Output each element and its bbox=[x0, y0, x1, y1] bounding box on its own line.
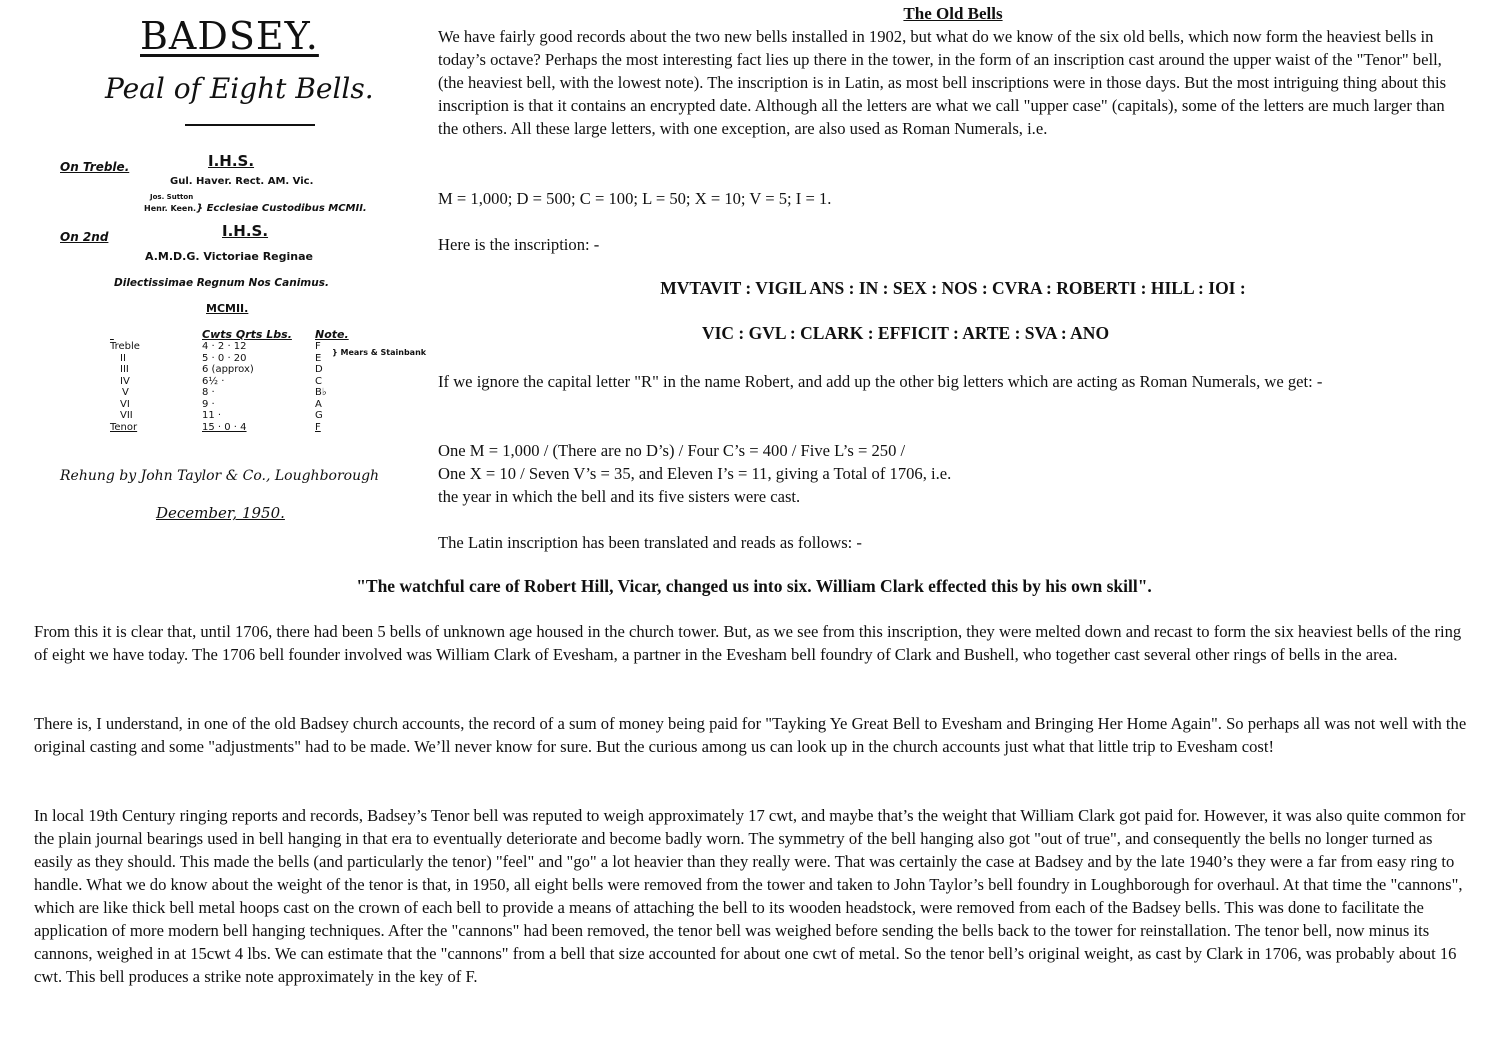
paragraph-1: From this it is clear that, until 1706, there had been 5 bells of unknown age housed in the church tower. But, as we see from this inscription, they were melted down and recast to form the six heaviest bells of the ring of eight we have today. The 1706 bell founder involved was William Clark of Evesham, a partner in the Evesham bell foundry of Clark and Bushell, who together cast several other rings of bells in the area. bbox=[34, 622, 1462, 664]
bell-weight: 9 · bbox=[202, 398, 215, 410]
rehung-note: Rehung by John Taylor & Co., Loughborough bbox=[60, 468, 380, 484]
bell-name: III bbox=[120, 364, 129, 375]
bell-note: B♭ bbox=[315, 387, 327, 398]
on-2nd-label: On 2nd bbox=[60, 230, 109, 244]
intro-paragraph: We have fairly good records about the two new bells installed in 1902, but what do we know of the six old bells, which now form the heaviest bells in today’s octave? Perhaps the most interesting fact lies up there in the tower, in the form of an inscription cast around the upper waist of the "Tenor" bell, (the heaviest bell, with the lowest note). The inscription is in Latin, as most bell inscriptions were in those days. But the most intriguing thing about this inscription is that it contains an encrypted date. Although all the letters are what we call "upper case" (capitals), some of the letters are much larger than the others. All these large letters, with one exception, are also used as Roman Numerals, i.e. bbox=[438, 27, 1447, 138]
treble-line-2a: Jos. Sutton bbox=[150, 193, 194, 201]
sum-line-1: One M = 1,000 / (There are no D’s) / Four C’s = 400 / Five L’s = 250 / bbox=[438, 441, 906, 460]
bell-name: V bbox=[122, 387, 129, 398]
treble-line-2c: } Ecclesiae Custodibus MCMII. bbox=[196, 203, 367, 214]
title-divider bbox=[185, 124, 315, 126]
bell-weight: 4 · 2 · 12 bbox=[202, 341, 247, 352]
bell-note: G bbox=[315, 410, 323, 421]
bell-note: D bbox=[315, 364, 323, 375]
bell-name: II bbox=[120, 352, 126, 364]
bell-weight: 5 · 0 · 20 bbox=[202, 352, 247, 364]
treble-ihs: I.H.S. bbox=[208, 152, 255, 170]
bell-weight: 11 · bbox=[202, 410, 222, 421]
ignore-paragraph: If we ignore the capital letter "R" in the name Robert, and add up the other big letters which are acting as Roman Numerals, we get: - bbox=[438, 372, 1323, 391]
second-line-2: Dilectissimae Regnum Nos Canimus. bbox=[114, 277, 329, 289]
second-ihs: I.H.S. bbox=[222, 222, 269, 240]
note-column: Note. F E D C B♭ A G F bbox=[315, 328, 349, 433]
bell-name: Treble bbox=[110, 341, 140, 352]
bell-weights-table bbox=[110, 328, 427, 453]
bell-weight: 6½ · bbox=[202, 375, 225, 387]
paragraph-2: There is, I understand, in one of the old Badsey church accounts, the record of a sum of money being paid for "Tayking Ye Great Bell to Evesham and Bringing Her Home Again". So perhaps all was not well with the original casting and some "adjustments" had to be made. We’ll never know for sure. But the curious among us can look up in the church accounts just what that little trip to Evesham cost! bbox=[34, 714, 1467, 756]
bell-weight: 15 · 0 · 4 bbox=[202, 421, 247, 433]
inscription-line-2: VIC : GVL : CLARK : EFFICIT : ARTE : SVA : ANO bbox=[701, 323, 1110, 343]
on-treble-label: On Treble. bbox=[60, 160, 130, 174]
translation-quote: "The watchful care of Robert Hill, Vicar, changed us into six. William Clark effected this by his own skill". bbox=[356, 576, 1152, 596]
bell-weight: 8 · bbox=[202, 387, 215, 398]
bell-column bbox=[110, 328, 140, 433]
weight-column: Cwts Qrts Lbs. 4 · 2 · 12 5 · 0 · 20 6 (approx) 6½ · 8 · 9 · 11 · 15 · 0 · 4 bbox=[202, 328, 292, 433]
paragraph-3: In local 19th Century ringing reports and records, Badsey’s Tenor bell was reputed to weigh approximately 17 cwt, and maybe that’s the weight that William Clark got paid for. However, it was also quite common for the plain journal bearings used in bell hanging in that era to eventually deteriorate and become badly worn. The symmetry of the bell hanging also got "out of true", and consequently the bells no longer turned as easily as they should. This made the bells (and particularly the tenor) "feel" and "go" a lot heavier than they really were. That was certainly the case at Badsey and by the late 1940’s they were a far from easy ring to handle. What we do know about the weight of the tenor is that, in 1950, all eight bells were removed from the tower and taken to John Taylor’s bell foundry in Loughborough for overhaul. At that time the "cannons", which are like thick bell metal hoops cast on the crown of each bell to provide a means of attaching the bell to its wooden headstock, were removed from each of the Badsey bells. This was done to facilitate the application of more modern bell hanging techniques. After the "cannons" had been removed, the tenor bell was weighed before sending the bells back to the tower for reinstallation. The tenor bell, now minus its cannons, weighed in at 15cwt 4 lbs. We can estimate that the "cannons" from a bell that size accounted for about one cwt of metal. So the tenor bell’s original weight, as cast by Clark in 1706, was probably about 16 cwt. This bell produces a strike note approximately in the key of F. bbox=[34, 806, 1466, 986]
rehung-date: December, 1950. bbox=[156, 504, 285, 522]
sum-line-3: the year in which the bell and its five sisters were cast. bbox=[438, 487, 801, 506]
bell-weight: 6 (approx) bbox=[202, 364, 254, 375]
section-heading: The Old Bells bbox=[903, 4, 1003, 23]
panel-subtitle: Peal of Eight Bells. bbox=[105, 72, 374, 105]
translation-intro: The Latin inscription has been translated and reads as follows: - bbox=[438, 533, 862, 552]
numerals-line: M = 1,000; D = 500; C = 100; L = 50; X = 10; V = 5; I = 1. bbox=[438, 189, 832, 208]
treble-line-2b: Henr. Keen. bbox=[144, 204, 197, 213]
founder-brace: } Mears & Stainbank bbox=[332, 348, 427, 357]
inscription-intro: Here is the inscription: - bbox=[438, 235, 600, 254]
handwritten-bell-record bbox=[50, 10, 430, 530]
treble-line-1: Gul. Haver. Rect. AM. Vic. bbox=[170, 176, 314, 187]
bell-note: E bbox=[315, 352, 322, 364]
second-line-1: A.M.D.G. Victoriae Reginae bbox=[145, 250, 313, 263]
second-year: MCMII. bbox=[206, 302, 249, 315]
bell-note: F bbox=[315, 341, 321, 352]
bell-name: Tenor bbox=[110, 421, 138, 433]
bell-name: VII bbox=[120, 410, 133, 421]
bell-name: IV bbox=[120, 375, 130, 387]
bell-name: VI bbox=[120, 398, 130, 410]
bell-note: C bbox=[315, 375, 322, 387]
inscription-line-1: MVTAVIT : VIGIL ANS : IN : SEX : NOS : CVRA : ROBERTI : HILL : IOI : bbox=[660, 278, 1246, 298]
bell-note: A bbox=[315, 398, 322, 410]
panel-title: BADSEY. bbox=[140, 14, 319, 58]
sum-line-2: One X = 10 / Seven V’s = 35, and Eleven I’s = 11, giving a Total of 1706, i.e. bbox=[438, 464, 952, 483]
bell-note: F bbox=[315, 421, 321, 433]
